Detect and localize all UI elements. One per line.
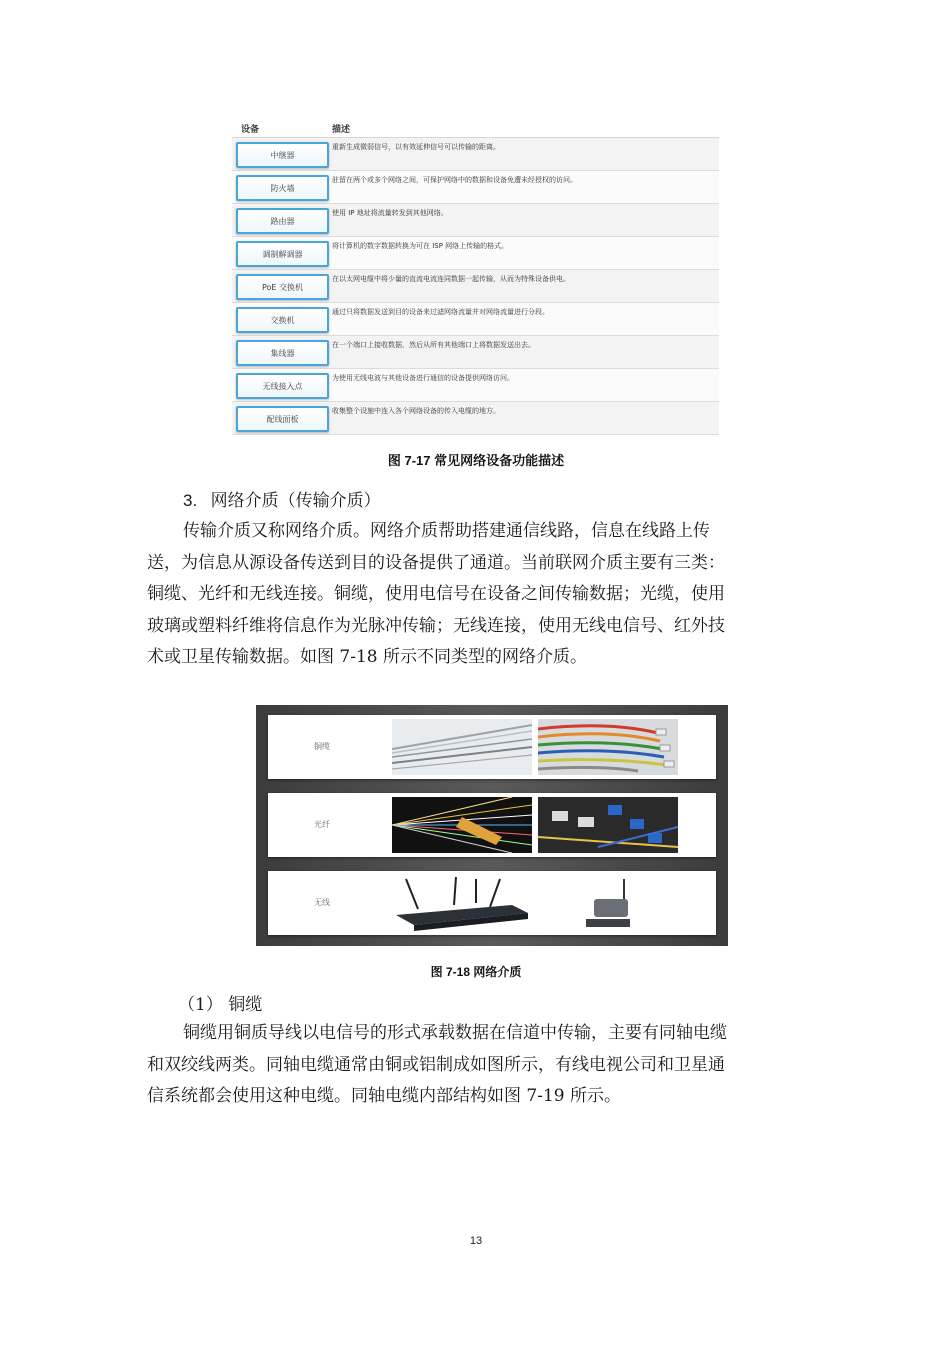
header-description: 描述	[332, 125, 351, 135]
device-button-modem[interactable]: 调制解调器	[236, 241, 329, 267]
media-label: 光纤	[314, 820, 330, 829]
header-device: 设备	[241, 125, 260, 135]
table-row	[232, 138, 719, 171]
media-label: 无线	[314, 898, 330, 907]
device-button-hub[interactable]: 集线器	[236, 340, 329, 366]
media-band-copper	[268, 715, 716, 779]
figure-caption-7-17: 图 7-17 常见网络设备功能描述	[387, 453, 565, 468]
device-description: 在以太网电缆中将少量的直流电流连同数据一起传输，从而为特殊设备供电。	[332, 275, 570, 283]
device-description: 为使用无线电波与其他设备进行通信的设备提供网络访问。	[332, 374, 514, 382]
table-row	[232, 270, 719, 303]
subsection1-paragraph	[147, 1018, 807, 1113]
device-description: 驻留在两个或多个网络之间，可保护网络中的数据和设备免遭未经授权的访问。	[332, 176, 577, 184]
section-number: 3.	[183, 491, 198, 510]
wireless-router-image	[392, 875, 532, 931]
patch-cables-image	[538, 719, 678, 775]
device-button-poe-switch[interactable]: PoE 交换机	[236, 274, 329, 300]
table-row	[232, 204, 719, 237]
device-button-switch[interactable]: 交换机	[236, 307, 329, 333]
paragraph-line: 信系统都会使用这种电缆。同轴电缆内部结构如图 7-19 所示。	[147, 1086, 621, 1106]
section-heading	[183, 486, 381, 511]
table-row	[232, 402, 719, 435]
device-description: 在一个端口上接收数据，然后从所有其他端口上将数据发送出去。	[332, 341, 535, 349]
device-description: 收集整个设施中连入各个网络设备的传入电缆的地方。	[332, 407, 500, 415]
paragraph-line: 传输介质又称网络介质。网络介质帮助搭建通信线路，信息在线路上传	[183, 521, 710, 541]
fiber-connectors-image	[538, 797, 678, 853]
device-button-patch-panel[interactable]: 配线面板	[236, 406, 329, 432]
page-number: 13	[469, 1235, 483, 1247]
media-band-wireless	[268, 871, 716, 935]
figure-caption-7-18: 图 7-18 网络介质	[430, 965, 522, 979]
wireless-access-point-image	[538, 875, 678, 931]
section-title: 网络介质（传输介质）	[210, 491, 381, 511]
device-button-router[interactable]: 路由器	[236, 208, 329, 234]
device-description: 使用 IP 地址将流量转发到其他网络。	[332, 209, 448, 217]
network-media-figure	[256, 705, 728, 946]
table-rows	[232, 138, 719, 435]
device-description: 将计算机的数字数据转换为可在 ISP 网络上传输的格式。	[332, 242, 509, 250]
table-header	[232, 116, 719, 138]
subsection-heading: （1） 铜缆	[178, 995, 263, 1015]
paragraph-line: 送，为信息从源设备传送到目的设备提供了通道。当前联网介质主要有三类：	[147, 552, 725, 573]
table-row	[232, 303, 719, 336]
device-button-firewall[interactable]: 防火墙	[236, 175, 329, 201]
device-description: 通过只将数据发送到目的设备来过滤网络流量并对网络流量进行分段。	[332, 308, 549, 316]
paragraph-line: 铜缆、光纤和无线连接。铜缆，使用电信号在设备之间传输数据；光缆，使用	[147, 584, 725, 604]
device-button-repeater[interactable]: 中继器	[236, 142, 329, 168]
table-row	[232, 237, 719, 270]
media-band-fiber	[268, 793, 716, 857]
paragraph-line: 术或卫星传输数据。如图 7-18 所示不同类型的网络介质。	[147, 647, 587, 667]
device-button-wireless-ap[interactable]: 无线接入点	[236, 373, 329, 399]
table-row	[232, 171, 719, 204]
fiber-strands-image	[392, 797, 532, 853]
table-row	[232, 336, 719, 369]
device-description: 重新生成微弱信号，以有效延伸信号可以传输的距离。	[332, 143, 500, 151]
paragraph-line: 玻璃或塑料纤维将信息作为光脉冲传输；无线连接，使用无线电信号、红外技	[147, 615, 725, 636]
media-label: 铜缆	[314, 742, 330, 751]
section3-paragraph	[147, 516, 807, 674]
paragraph-line: 铜缆用铜质导线以电信号的形式承载数据在信道中传输，主要有同轴电缆	[183, 1023, 727, 1043]
paragraph-line: 和双绞线两类。同轴电缆通常由铜或铝制成如图所示，有线电视公司和卫星通	[147, 1054, 725, 1075]
device-function-table	[232, 116, 719, 438]
table-row	[232, 369, 719, 402]
coax-cable-image	[392, 719, 532, 775]
